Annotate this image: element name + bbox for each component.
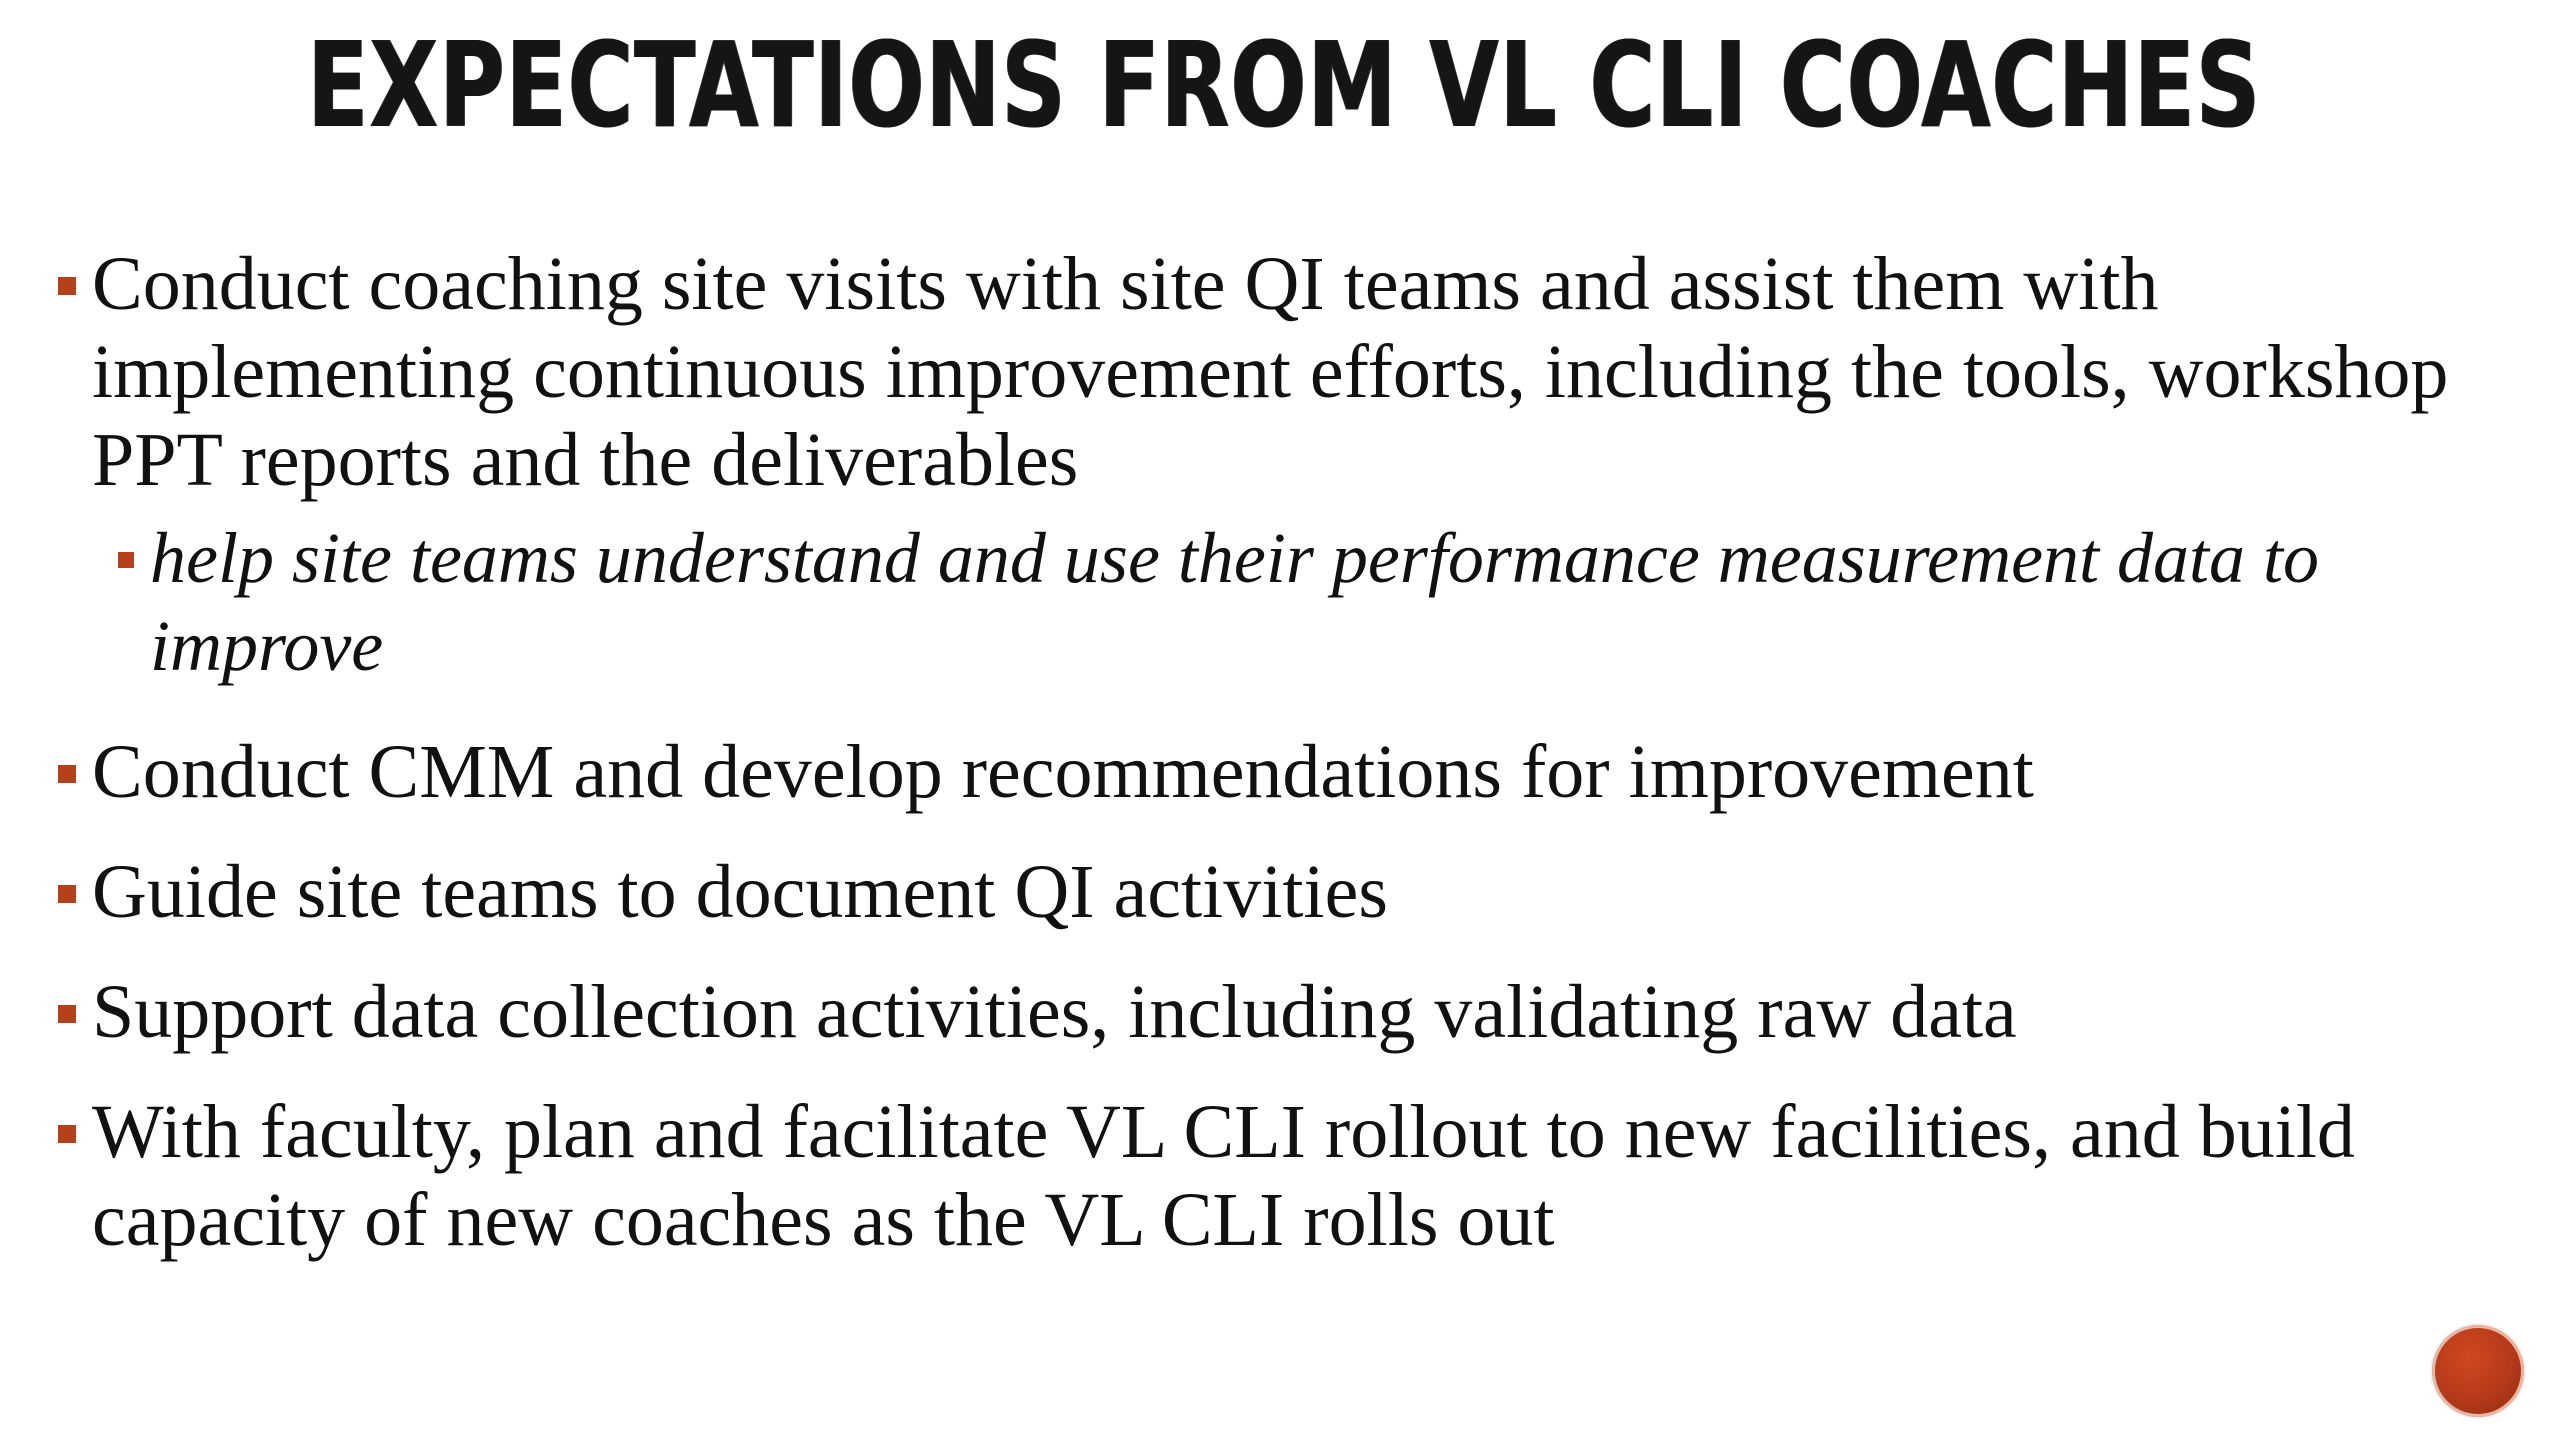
bullet-marker-icon	[58, 277, 76, 295]
sub-bullet-text: help site teams understand and use their performance measurement data to improve	[150, 518, 2320, 686]
bullet-marker-icon	[58, 1005, 76, 1023]
bullet-text: Conduct CMM and develop recommendations for improvement	[92, 730, 2034, 814]
bullet-marker-icon	[58, 885, 76, 903]
sub-bullet-marker-icon	[118, 552, 134, 568]
bullet-list	[50, 240, 2480, 1264]
bullet-item	[50, 848, 2480, 936]
bullet-item	[50, 1088, 2480, 1264]
bullet-marker-icon	[58, 765, 76, 783]
bullet-text: Guide site teams to document QI activities	[92, 850, 1388, 934]
bullet-text: Support data collection activities, including validating raw data	[92, 970, 2017, 1054]
sub-bullet-item	[50, 514, 2480, 690]
bullet-text: With faculty, plan and facilitate VL CLI rollout to new facilities, and build capacity of new coaches as the VL CLI rolls out	[92, 1090, 2355, 1262]
bullet-item	[50, 240, 2480, 504]
bullet-item	[50, 968, 2480, 1056]
slide-nav-circle-icon[interactable]	[2432, 1325, 2524, 1417]
bullet-item	[50, 728, 2480, 816]
slide-title: EXPECTATIONS FROM VL CLI COACHES	[307, 16, 2262, 154]
bullet-marker-icon	[58, 1125, 76, 1143]
bullet-text: Conduct coaching site visits with site QI teams and assist them with implementing continuous improvement efforts, including the tools, workshop PPT reports and the deliverables	[92, 242, 2449, 502]
